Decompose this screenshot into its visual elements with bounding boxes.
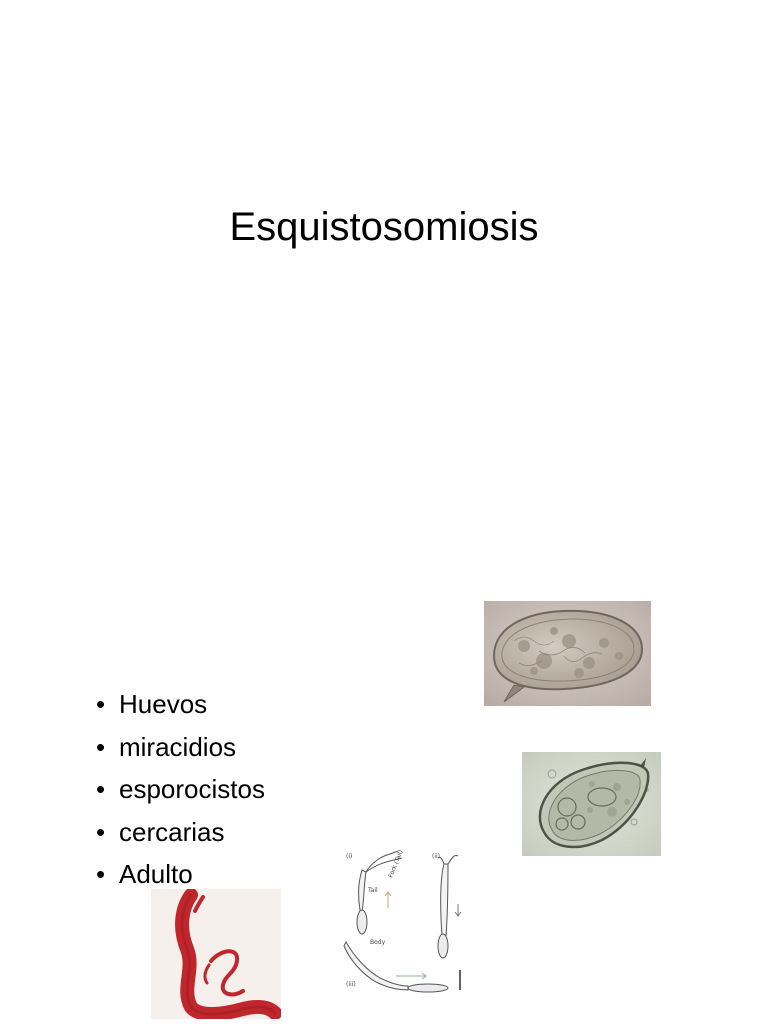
list-item: • miracidios <box>96 731 237 762</box>
schistosoma-egg-lateral-spine-photo <box>484 601 651 706</box>
list-item: • Huevos <box>96 689 208 719</box>
bullet-cercarias: cercarias <box>119 816 225 847</box>
schistosoma-egg-miracidium-photo <box>522 752 661 856</box>
cercaria-diagram <box>340 848 468 998</box>
svg-text:Fork (Tail): Fork (Tail) <box>387 849 405 879</box>
list-item: • Adulto <box>96 859 193 889</box>
slide-title: Esquistosomiosis <box>229 205 539 249</box>
svg-text:Tail: Tail <box>368 887 378 894</box>
adult-schistosome-photo <box>151 889 281 1019</box>
bullet-huevos: Huevos <box>119 689 208 719</box>
svg-text:Body: Body <box>370 939 386 946</box>
bullet-list <box>96 683 265 896</box>
svg-text:(ii): (ii) <box>432 853 441 860</box>
bullet-adulto: Adulto <box>119 859 193 889</box>
svg-text:(iii): (iii) <box>346 981 356 988</box>
bullet-esporocistos: esporocistos <box>119 774 265 804</box>
list-item: • cercarias <box>96 816 225 847</box>
bullet-miracidios: miracidios <box>119 731 237 762</box>
svg-text:(i): (i) <box>346 853 353 860</box>
list-item: • esporocistos <box>96 774 265 804</box>
